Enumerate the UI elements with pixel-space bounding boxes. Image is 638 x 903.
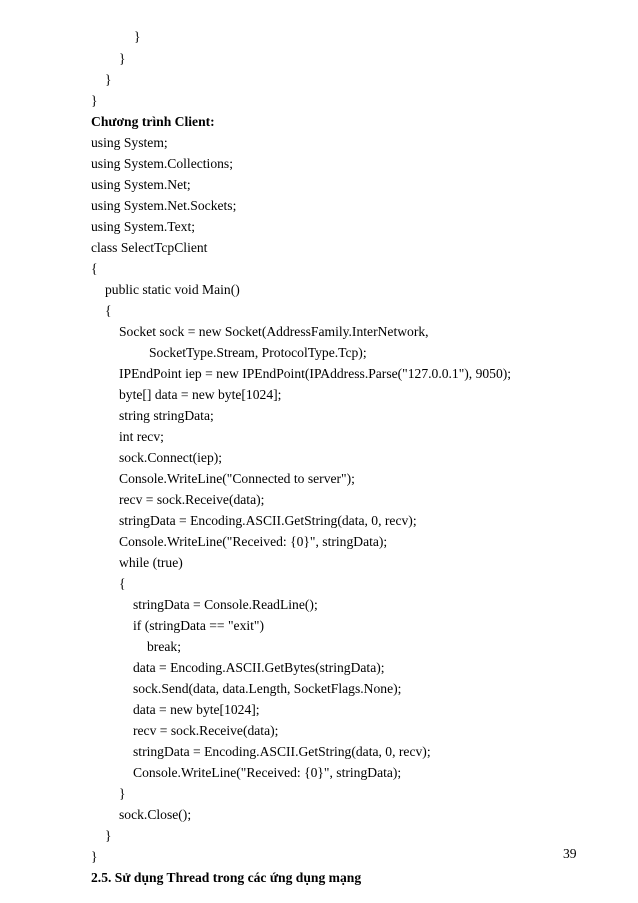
code-line: break; bbox=[147, 639, 181, 654]
code-line: byte[] data = new byte[1024]; bbox=[119, 387, 282, 402]
code-line: sock.Close(); bbox=[119, 807, 192, 822]
code-line: stringData = Console.ReadLine(); bbox=[133, 597, 318, 612]
code-line: } bbox=[134, 29, 141, 44]
code-line: } bbox=[91, 93, 98, 108]
code-line: if (stringData == "exit") bbox=[133, 618, 264, 633]
code-line: } bbox=[105, 72, 112, 87]
code-line: stringData = Encoding.ASCII.GetString(data, 0, recv); bbox=[133, 744, 431, 759]
code-line: { bbox=[105, 303, 112, 318]
code-line: Console.WriteLine("Connected to server"); bbox=[119, 471, 355, 486]
code-line: } bbox=[105, 828, 112, 843]
code-line: } bbox=[119, 51, 126, 66]
code-line: using System.Collections; bbox=[91, 156, 233, 171]
code-line: using System; bbox=[91, 135, 168, 150]
code-line: sock.Connect(iep); bbox=[119, 450, 223, 465]
code-line: recv = sock.Receive(data); bbox=[119, 492, 265, 507]
page-number: 39 bbox=[563, 846, 577, 861]
code-line: SocketType.Stream, ProtocolType.Tcp); bbox=[149, 345, 367, 360]
code-line: recv = sock.Receive(data); bbox=[133, 723, 279, 738]
code-line: } bbox=[119, 786, 126, 801]
code-line: using System.Net; bbox=[91, 177, 191, 192]
code-line: Socket sock = new Socket(AddressFamily.InterNetwork, bbox=[119, 324, 429, 339]
code-line: stringData = Encoding.ASCII.GetString(data, 0, recv); bbox=[119, 513, 417, 528]
code-line: sock.Send(data, data.Length, SocketFlags.None); bbox=[133, 681, 402, 696]
code-line: while (true) bbox=[119, 555, 183, 570]
code-line: class SelectTcpClient bbox=[91, 240, 208, 255]
code-line: int recv; bbox=[119, 429, 164, 444]
code-line: data = Encoding.ASCII.GetBytes(stringData); bbox=[133, 660, 385, 675]
code-line: { bbox=[91, 261, 98, 276]
code-line: using System.Net.Sockets; bbox=[91, 198, 237, 213]
heading-line: Chương trình Client: bbox=[91, 114, 215, 129]
code-line: string stringData; bbox=[119, 408, 214, 423]
code-line: IPEndPoint iep = new IPEndPoint(IPAddress.Parse("127.0.0.1"), 9050); bbox=[119, 366, 512, 381]
code-line: Console.WriteLine("Received: {0}", stringData); bbox=[119, 534, 388, 549]
code-line: } bbox=[91, 849, 98, 864]
code-line: public static void Main() bbox=[105, 282, 240, 297]
code-line: data = new byte[1024]; bbox=[133, 702, 260, 717]
code-line: { bbox=[119, 576, 126, 591]
heading-line: 2.5. Sử dụng Thread trong các ứng dụng mạng bbox=[91, 870, 362, 885]
code-line: using System.Text; bbox=[91, 219, 196, 234]
code-line: Console.WriteLine("Received: {0}", stringData); bbox=[133, 765, 402, 780]
